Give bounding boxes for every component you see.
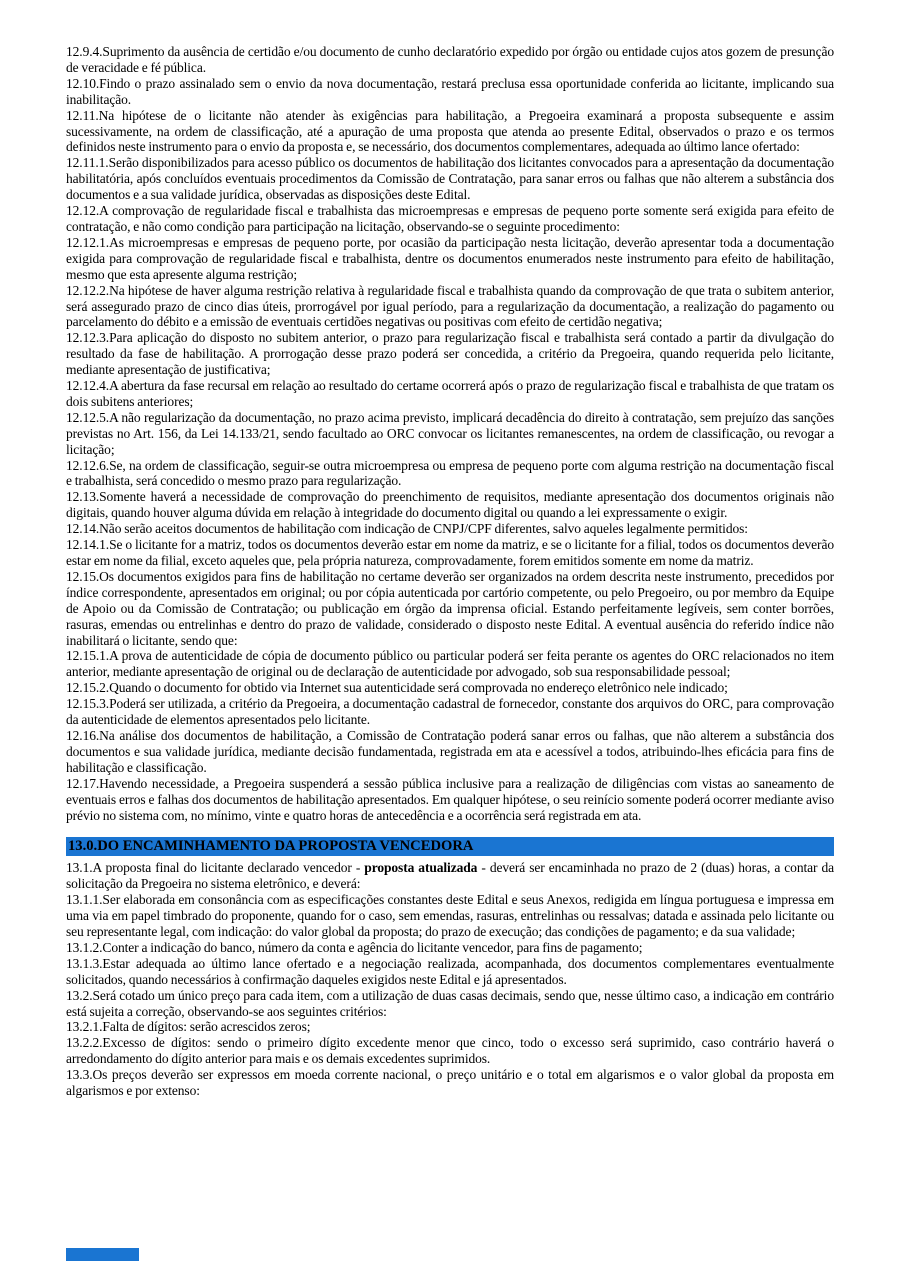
doc-paragraph: 13.2.1.Falta de dígitos: serão acrescidos zeros; [66,1019,311,1035]
doc-paragraph: 12.12.4.A abertura da fase recursal em relação ao resultado do certame ocorrerá após o prazo de regularização fiscal e trabalhista de que tratam os dois subitens anteriores; [66,378,834,409]
doc-paragraph: 12.10.Findo o prazo assinalado sem o envio da nova documentação, restará preclusa essa oportunidade conferida ao licitante, implicando sua inabilitação. [66,75,834,107]
doc-paragraph: 12.12.3.Para aplicação do disposto no subitem anterior, o prazo para regularização fiscal e trabalhista será contado a partir da divulgação do resultado da fase de habilitação. A prorrogação desse prazo poderá ser concedida, a critério da Pregoeira, quando requerida pelo licitante, mediante apresentação de justificativa; [66,330,834,378]
bold-emphasis: proposta atualizada [364,860,478,876]
doc-paragraph: 13.2.2.Excesso de dígitos: sendo o primeiro dígito excedente menor que cinco, todo o excesso será suprimido, caso contrário haverá o arredondamento do dígito anterior para mais e os demais excedentes suprimidos. [66,1035,834,1067]
doc-paragraph: 13.1.3.Estar adequada ao último lance ofertado e a negociação realizada, acompanhada, dos documentos complementares eventualmente solicitados, quando necessários à confirmação daqueles exigidos neste Edital e já apresentados. [66,955,834,987]
doc-paragraph: 12.12.6.Se, na ordem de classificação, seguir-se outra microempresa ou empresa de pequeno porte com alguma restrição na documentação fiscal e trabalhista, será concedido o mesmo prazo para regularização. [66,457,834,489]
doc-paragraph: 13.3.Os preços deverão ser expressos em moeda corrente nacional, o preço unitário e o total em algarismos e o valor global da proposta em algarismos e por extenso: [66,1067,834,1099]
doc-paragraph: 12.17.Havendo necessidade, a Pregoeira suspenderá a sessão pública inclusive para a realização de diligências com vistas ao saneamento de eventuais erros e falhas dos documentos de habilitação apresentados. Em qualquer hipótese, o seu reinício somente poderá ocorrer mediante aviso prévio no sistema com, no mínimo, vinte e quatro horas de antecedência e a ocorrência será registrada em ata. [66,775,834,823]
doc-paragraph: 12.11.Na hipótese de o licitante não atender às exigências para habilitação, a Pregoeira examinará a proposta subsequente e assim sucessivamente, na ordem de classificação, até a apuração de uma proposta que atenda ao presente Edital, observados o prazo e os termos definidos neste instrumento para o envio da proposta e, se necessário, dos documentos complementares, adequada ao último lance ofertado: [66,107,834,155]
doc-paragraph: 12.13.Somente haverá a necessidade de comprovação do preenchimento de requisitos, mediante apresentação dos documentos originais não digitais, quando houver alguma dúvida em relação à integridade do documento digital ou quando a lei expressamente o exigir. [66,489,834,521]
doc-paragraph: 13.1.1.Ser elaborada em consonância com as especificações constantes deste Edital e seus Anexos, redigida em língua portuguesa e impressa em uma via em papel timbrado do proponente, quando for o caso, sem emendas, rasuras, entrelinhas ou ressalvas; datada e assinada pelo licitante ou seu representante legal, com indicação: do valor global da proposta; do prazo de execução; das condições de pagamento; e da sua validade; [66,892,834,940]
doc-paragraph: 13.2.Será cotado um único preço para cada item, com a utilização de duas casas decimais, sendo que, nesse último caso, a indicação em contrário está sujeita a correção, observando-se aos seguintes critérios: [66,987,834,1019]
doc-paragraph: 12.12.5.A não regularização da documentação, no prazo acima previsto, implicará decadência do direito à contratação, sem prejuízo das sanções previstas no Art. 156, da Lei 14.133/21, sendo facultado ao ORC convocar os licitantes remanescentes, na ordem de classificação, ou revogar a licitação; [66,409,834,457]
doc-paragraph: 12.12.1.As microempresas e empresas de pequeno porte, por ocasião da participação nesta licitação, deverão apresentar toda a documentação exigida para comprovação de regularidade fiscal e trabalhista, dentre os documentos enumerados neste instrumento para efeito de habilitação, mesmo que esta apresente alguma restrição; [66,234,834,282]
doc-paragraph: 12.15.1.A prova de autenticidade de cópia de documento público ou particular poderá ser feita perante os agentes do ORC relacionados no item anterior, mediante apresentação de original ou de declaração de autenticidade por advogado, sob sua responsabilidade pessoal; [66,648,834,680]
section-header: 13.0.DO ENCAMINHAMENTO DA PROPOSTA VENCEDORA [66,837,834,856]
paragraph-text: 13.1.A proposta final do licitante declarado vencedor - [66,860,365,876]
next-section-header-fragment [66,1248,139,1261]
doc-paragraph: 12.15.2.Quando o documento for obtido via Internet sua autenticidade será comprovada no endereço eletrônico nele indicado; [66,680,728,696]
document-body [66,44,834,1099]
doc-paragraph: 13.1.2.Conter a indicação do banco, número da conta e agência do licitante vencedor, para fins de pagamento; [66,939,643,955]
doc-paragraph: 12.14.1.Se o licitante for a matriz, todos os documentos deverão estar em nome da matriz, e se o licitante for a filial, todos os documentos deverão estar em nome da filial, exceto aqueles que, pela própria natureza, comprovadamente, forem emitidos somente em nome da matriz. [66,537,834,568]
doc-paragraph: 12.16.Na análise dos documentos de habilitação, a Comissão de Contratação poderá sanar erros ou falhas, que não alterem a substância dos documentos e sua validade jurídica, mediante decisão fundamentada, registrada em ata e acessível a todos, atribuindo-lhes eficácia para fins de habilitação e classificação. [66,727,834,775]
doc-paragraph: 12.15.3.Poderá ser utilizada, a critério da Pregoeira, a documentação cadastral de fornecedor, constante dos arquivos do ORC, para comprovação da autenticidade de elementos apresentados pelo licitante. [66,696,834,728]
doc-paragraph: 12.11.1.Serão disponibilizados para acesso público os documentos de habilitação dos licitantes convocados para a apresentação da documentação habilitatória, após concluídos eventuais procedimentos da Comissão de Contratação, para sanar erros ou falhas que não alterem a substância dos documentos e a sua validade jurídica, observadas as disposições deste Edital. [66,155,834,203]
paragraph-text: - deverá ser encaminhada no prazo de 2 (duas) horas, a contar da solicitação da Pregoeira no sistema eletrônico, e deverá: [66,860,835,892]
doc-paragraph: 12.15.Os documentos exigidos para fins de habilitação no certame deverão ser organizados na ordem descrita neste instrumento, precedidos por índice correspondente, apresentados em original; ou por cópia autenticada por cartório competente, ou pelo Pregoeiro, ou por membro da Equipe de Apoio ou da Comissão de Contratação; ou publicação em órgão da imprensa oficial. Estando perfeitamente legíveis, sem conter borrões, rasuras, emendas ou entrelinhas e dentro do prazo de validade, considerado o disposto neste Edital. A eventual ausência do referido índice não inabilitará o licitante, sendo que: [66,568,834,648]
doc-paragraph [66,860,834,892]
doc-paragraph: 12.14.Não serão aceitos documentos de habilitação com indicação de CNPJ/CPF diferentes, salvo aqueles legalmente permitidos: [66,521,748,537]
doc-paragraph: 12.12.A comprovação de regularidade fiscal e trabalhista das microempresas e empresas de pequeno porte somente será exigida para efeito de contratação, e não como condição para participação na licitação, observando-se o seguinte procedimento: [66,203,834,234]
doc-paragraph: 12.12.2.Na hipótese de haver alguma restrição relativa à regularidade fiscal e trabalhista quando da comprovação de que trata o subitem anterior, será assegurado prazo de cinco dias úteis, prorrogável por igual período, para a regularização da documentação, a realização do pagamento ou parcelamento do débito e a emissão de eventuais certidões negativas ou positivas com efeito de certidão negativa; [66,282,834,330]
doc-paragraph: 12.9.4.Suprimento da ausência de certidão e/ou documento de cunho declaratório expedido por órgão ou entidade cujos atos gozem de presunção de veracidade e fé pública. [66,44,834,75]
